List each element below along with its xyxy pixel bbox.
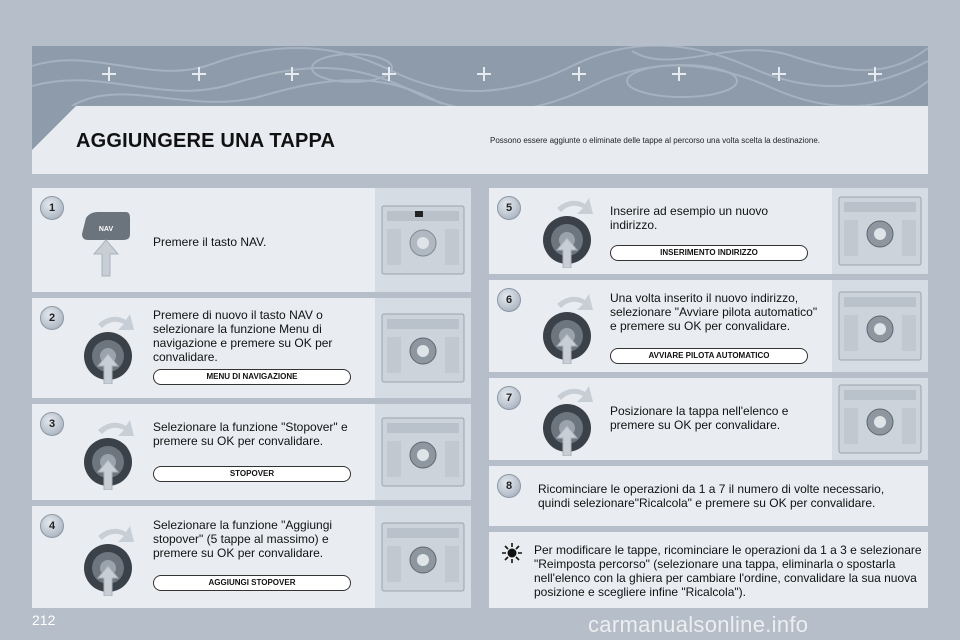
nav-button-icon [80,210,132,278]
rotary-knob-icon [78,416,142,490]
rotary-knob-icon [78,310,142,384]
step-text: Posizionare la tappa nell'elenco e premere su OK per convalidare. [610,404,789,432]
radio-panel-image [375,506,471,608]
step-number-badge: 1 [40,196,64,220]
step-card-6 [489,280,928,372]
step-card-7 [489,378,928,460]
radio-unit-icon [838,291,922,361]
menu-option-button[interactable]: INSERIMENTO INDIRIZZO [610,245,808,261]
step-card-5 [489,188,928,274]
step-number-badge: 2 [40,306,64,330]
step-text: Premere di nuovo il tasto NAV o selezionare la funzione Menu di navigazione e premere su OK per convalidare. [153,308,333,364]
radio-unit-icon [381,522,465,592]
step-text: Selezionare la funzione "Stopover" e premere su OK per convalidare. [153,420,348,448]
step-card-3 [32,404,471,500]
watermark: carmanualsonline.info [588,612,809,637]
step-card-2 [32,298,471,398]
step-card-1 [32,188,471,292]
step-number-badge: 6 [497,288,521,312]
rotary-knob-icon [537,290,601,364]
page-description: Possono essere aggiunte o eliminate delle tappe al percorso una volta scelta la destinazione. [490,136,820,145]
radio-unit-icon [838,196,922,266]
rotary-knob-icon [537,382,601,456]
menu-option-button[interactable]: STOPOVER [153,466,351,482]
step-text: Selezionare la funzione "Aggiungi stopover" (5 tappe al massimo) e premere su OK per convalidare. [153,518,333,560]
header-pattern [32,46,928,106]
tip-card [489,532,928,608]
radio-unit-icon [381,417,465,487]
step-number-badge: 7 [497,386,521,410]
sun-tip-icon [501,542,523,564]
topographic-pattern-icon [32,46,928,106]
step-card-4 [32,506,471,608]
menu-option-button[interactable]: AVVIARE PILOTA AUTOMATICO [610,348,808,364]
radio-unit-icon [381,313,465,383]
step-text: Premere il tasto NAV. [153,235,267,249]
step-text: Inserire ad esempio un nuovo indirizzo. [610,204,769,232]
radio-panel-image [832,280,928,372]
step-number-badge: 4 [40,514,64,538]
rotary-knob-icon [537,194,601,268]
radio-panel-image [832,378,928,460]
svg-text:NAV: NAV [98,226,114,233]
step-text: Ricominciare le operazioni da 1 a 7 il numero di volte necessario, quindi selezionare"Ricalcola" e premere su OK per convalidare. [538,482,885,510]
page-number: 212 [32,612,56,628]
radio-panel-image [375,188,471,292]
step-text: Una volta inserito il nuovo indirizzo, selezionare "Avviare pilota automatico" e premere su OK per convalidare. [610,291,818,333]
radio-panel-image [832,188,928,274]
tip-text: Per modificare le tappe, ricominciare le operazioni da 1 a 3 e selezionare "Reimposta percorso" (selezionare una tappa, eliminarla o spostarla nell'elenco con la ghiera per cambiare l'ordine, convalidare la sua nuova posizione e scegliere infine "Ricalcola"). [534,543,922,599]
menu-option-button[interactable]: AGGIUNGI STOPOVER [153,575,351,591]
page-title: AGGIUNGERE UNA TAPPA [76,130,336,152]
radio-panel-image [375,404,471,500]
radio-panel-image [375,298,471,398]
step-card-8 [489,466,928,526]
menu-option-button[interactable]: MENU DI NAVIGAZIONE [153,369,351,385]
radio-unit-icon [381,205,465,275]
rotary-knob-icon [78,522,142,596]
step-number-badge: 3 [40,412,64,436]
step-number-badge: 5 [497,196,521,220]
radio-unit-icon [838,384,922,454]
header-banner [32,46,928,174]
step-number-badge: 8 [497,474,521,498]
